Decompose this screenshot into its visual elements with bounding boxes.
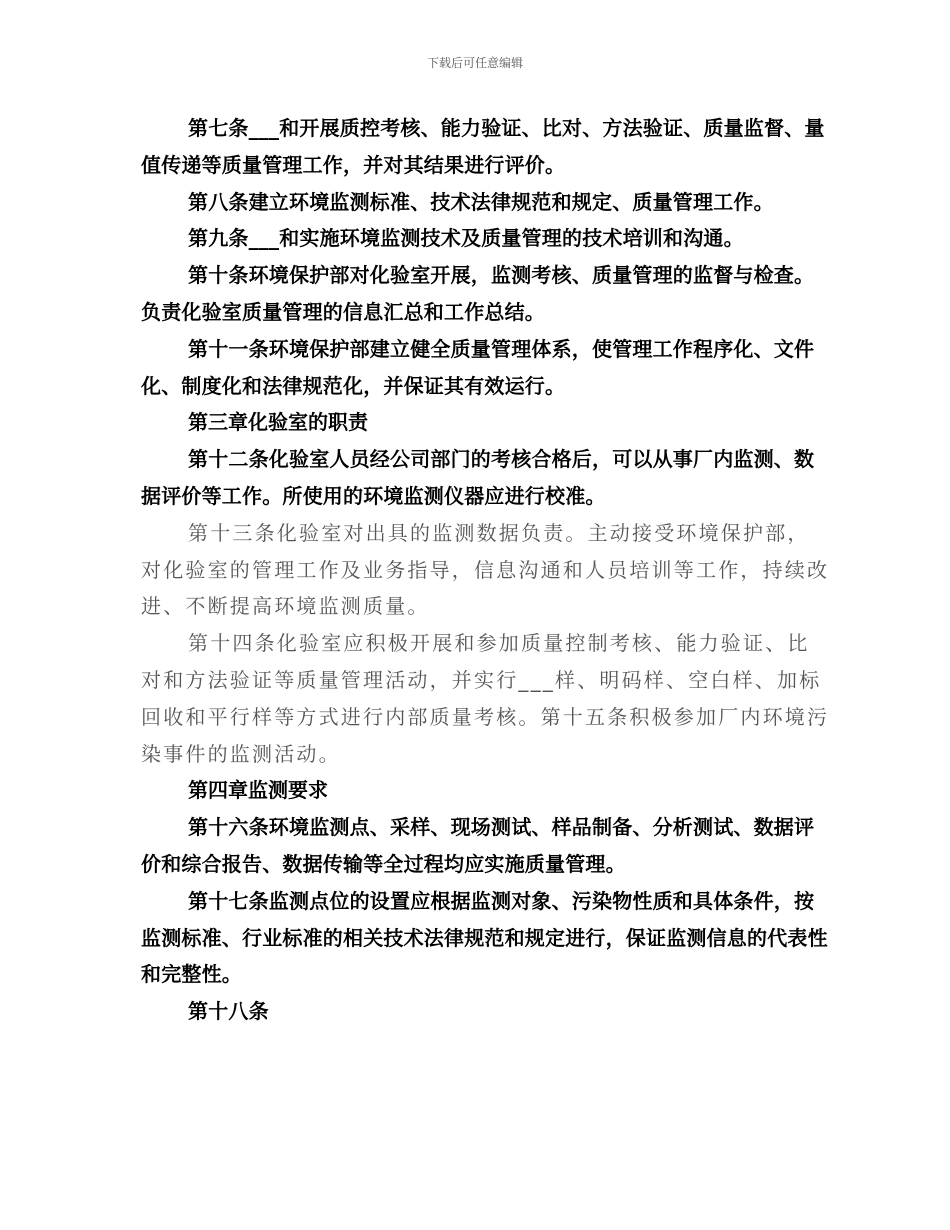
article-7-paragraph: 第七条___和开展质控考核、能力验证、比对、方法验证、质量监督、量值传递等质量管理工作，并对其结果进行评价。: [141, 116, 825, 177]
article-11-paragraph: 第十一条环境保护部建立健全质量管理体系，使管理工作程序化、文件化、制度化和法律规范化，并保证其有效运行。: [141, 336, 815, 398]
page-header-note: 下载后可任意编辑: [426, 56, 523, 70]
article-17-paragraph: 第十七条监测点位的设置应根据监测对象、污染物性质和具体条件，按监测标准、行业标准的相关技术法律规范和规定进行，保证监测信息的代表性和完整性。: [141, 888, 828, 987]
article-13-paragraph: 第十三条化验室对出具的监测数据负责。主动接受环境保护部，对化验室的管理工作及业务指导，信息沟通和人员培训等工作，持续改进、不断提高环境监测质量。: [141, 520, 830, 619]
article-16-paragraph: 第十六条环境监测点、采样、现场测试、样品制备、分析测试、数据评价和综合报告、数据传输等全过程均应实施质量管理。: [141, 815, 815, 876]
article-18-paragraph: 第十八条: [188, 999, 269, 1024]
chapter-3-heading: 第三章化验室的职责: [188, 410, 368, 435]
article-8-paragraph: 第八条建立环境监测标准、技术法律规范和规定、质量管理工作。: [188, 189, 774, 214]
article-9-paragraph: 第九条___和实施环境监测技术及质量管理的技术培训和沟通。: [188, 226, 744, 251]
chapter-4-heading: 第四章监测要求: [188, 778, 328, 803]
article-10-paragraph: 第十条环境保护部对化验室开展，监测考核、质量管理的监督与检查。负责化验室质量管理的信息汇总和工作总结。: [141, 263, 815, 324]
document-body: [141, 110, 831, 1030]
article-14-paragraph: 第十四条化验室应积极开展和参加质量控制考核、能力验证、比对和方法验证等质量管理活动，并实行___样、明码样、空白样、加标回收和平行样等方式进行内部质量考核。第十五条积极参加厂内环境污染事件的监测活动。: [141, 631, 830, 766]
article-12-paragraph: 第十二条化验室人员经公司部门的考核合格后，可以从事厂内监测、数据评价等工作。所使用的环境监测仪器应进行校准。: [141, 447, 815, 508]
